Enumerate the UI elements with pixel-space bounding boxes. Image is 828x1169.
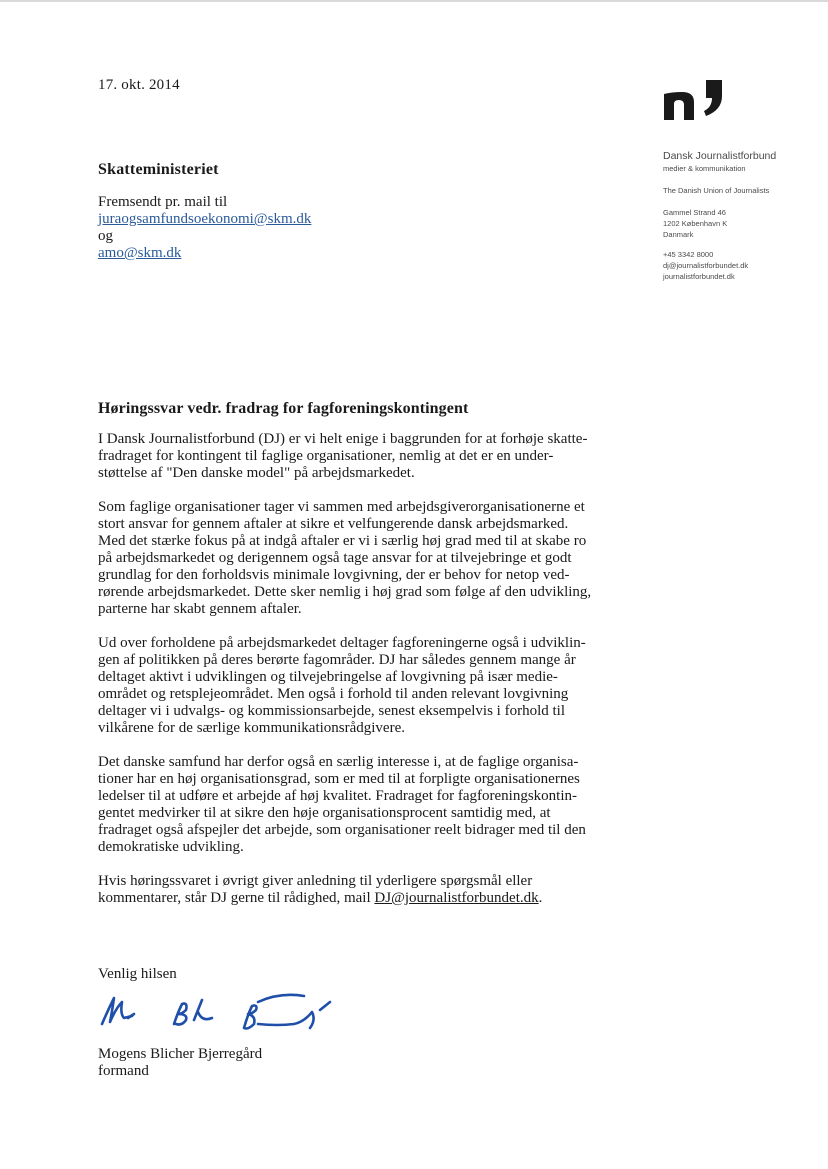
address-street: Gammel Strand 46 [663, 208, 726, 217]
recipient-email-link-1[interactable]: juraogsamfundsoekonomi@skm.dk [98, 211, 312, 227]
org-phone: +45 3342 8000 [663, 250, 714, 259]
paragraph-4: Det danske samfund har derfor også en særlig interesse i, at de faglige organisa- tioner har en høj organisationsgrad, som er med til at forpligte organisationernes ledelser til at udføre et arbejde af høj kvalitet. Fradraget for fagforeningskontin- gentet medvirker til at sikre den høje organisationsprocent samtidig med, at fradraget også afspejler det arbejde, som organisationer reelt bidrager med til den demokratiske udvikling. [98, 754, 586, 855]
sent-intro: Fremsendt pr. mail til [98, 194, 228, 210]
org-website: journalistforbundet.dk [663, 272, 735, 281]
org-email: dj@journalistforbundet.dk [663, 261, 749, 270]
letter-heading: Høringssvar vedr. fradrag for fagforeningskontingent [98, 400, 469, 417]
org-name: Dansk Journalistforbund [663, 150, 777, 162]
paragraph-3: Ud over forholdene på arbejdsmarkedet deltager fagforeningerne også i udviklin- gen af politikken på deres berørte fagområder. DJ har således gennem mange år deltaget aktivt i udviklingen og tilvejebringelse af lovgivning på især medie- området og retsplejeområdet. Men også i forhold til anden relevant lovgivning deltager vi i udvalgs- og kommissionsarbejde, senest eksempelvis i forhold til vilkårene for de særlige kommunikationsrådgivere. [98, 635, 586, 736]
recipient-email-link-2[interactable]: amo@skm.dk [98, 245, 182, 261]
signer-name: Mogens Blicher Bjerregård [98, 1046, 263, 1062]
org-tagline: medier & kommunikation [663, 164, 746, 173]
signer-title: formand [98, 1063, 149, 1079]
contact-email-link[interactable]: DJ@journalistforbundet.dk [374, 890, 539, 906]
paragraph-1: I Dansk Journalistforbund (DJ) er vi helt enige i baggrunden for at forhøje skatte- fradraget for kontingent til faglige organisationer, nemlig at det er en under- støttelse af "Den danske model" på arbejdsmarkedet. [98, 431, 588, 481]
signature-image [98, 988, 358, 1038]
conjunction: og [98, 228, 113, 244]
letterhead-contact [663, 150, 776, 282]
page-top-edge [0, 0, 828, 2]
signer-block [98, 1046, 262, 1080]
org-english-name: The Danish Union of Journalists [663, 186, 770, 195]
letter-body [98, 431, 638, 924]
recipient: Skatteministeriet [98, 161, 219, 178]
closing: Venlig hilsen [98, 966, 177, 982]
address-country: Danmark [663, 230, 694, 239]
paragraph-contact: Hvis høringssvaret i øvrigt giver anledning til yderligere spørgsmål eller kommentarer, står DJ gerne til rådighed, mail DJ@journalistforbundet.dk. [98, 873, 543, 906]
address-city: 1202 København K [663, 219, 728, 228]
dj-logo [662, 78, 726, 128]
letter-date: 17. okt. 2014 [98, 77, 180, 93]
sent-to-block [98, 194, 311, 262]
paragraph-2: Som faglige organisationer tager vi sammen med arbejdsgiverorganisationerne et stort ansvar for gennem aftaler at sikre et velfungerende dansk arbejdsmarked. Med det stærke fokus på at indgå aftaler er vi i særlig høj grad med til at skabe ro på arbejdsmarkedet og derigennem også tage ansvar for at tilvejebringe et godt grundlag for den forholdsvis minimale lovgivning, der er behov for netop ved- rørende arbejdsmarkedet. Dette sker nemlig i høj grad som følge af den udvikling, parterne har skabt gennem aftaler. [98, 499, 592, 617]
